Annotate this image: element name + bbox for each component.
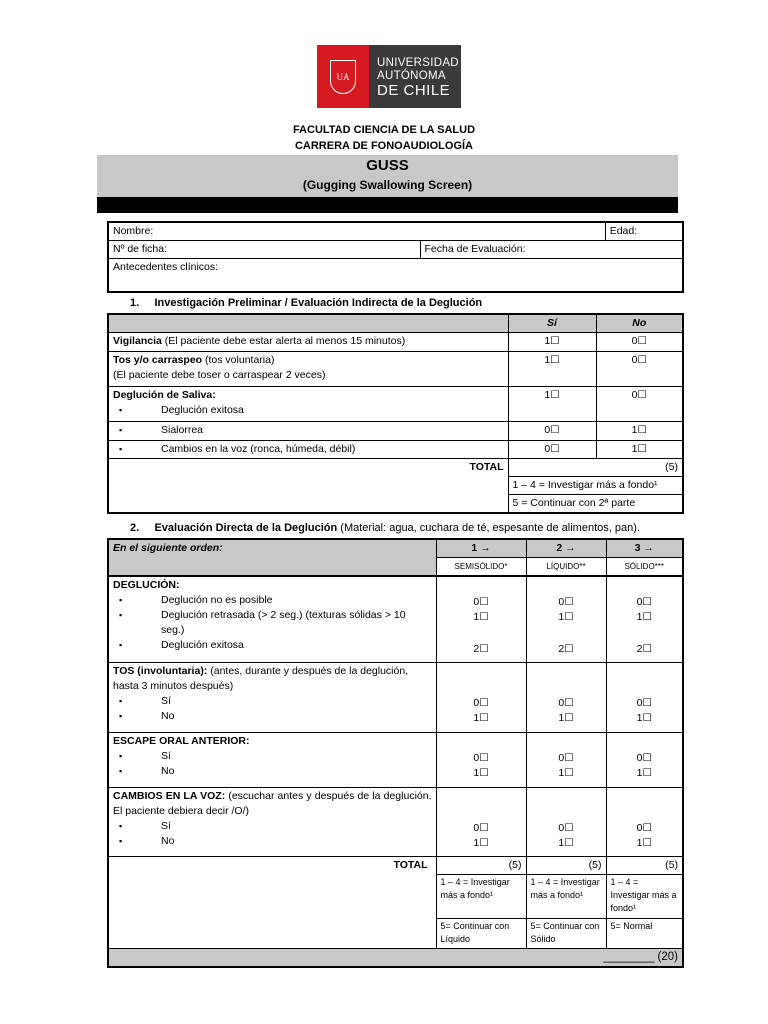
voice2-text: (escuchar antes y después de la deglución. El paciente debiera decir /O/) [113, 789, 432, 817]
grand-total[interactable]: ________ (20) [108, 948, 683, 967]
age-field[interactable]: Edad: [605, 222, 683, 241]
section2-table [107, 538, 684, 968]
cough2-semisolid-cell [436, 662, 526, 732]
col-solid-sub: SÓLIDO*** [606, 558, 683, 577]
section1-title-b: Evaluación Indirecta de la Deglución [290, 297, 483, 309]
faculty-name: FACULTAD CIENCIA DE LA SALUD [292, 124, 476, 136]
section2-title-text: (Material: agua, cuchara de té, espesante de alimentos, pan). [337, 522, 640, 534]
logo-line3: DE CHILE [377, 82, 451, 99]
s2-note-solid-b: 5= Normal [606, 918, 683, 948]
s2-note-semisolid-a: 1 – 4 = Investigar más a fondo¹ [436, 874, 526, 918]
oral-escape-liquid-cell [526, 732, 606, 787]
drooling-item [113, 423, 504, 438]
clinical-history-field[interactable]: Antecedentes clínicos: [108, 259, 683, 292]
eval-date-field[interactable]: Fecha de Evaluación: [420, 241, 683, 259]
s1-row-saliva [108, 387, 508, 422]
swallow-semisolid-0[interactable]: 0☐ [473, 596, 489, 608]
s1-header-blank [108, 314, 508, 333]
logo-line1: UNIVERSIDAD [377, 57, 459, 69]
oral-escape-semisolid-yes[interactable]: 0☐ [473, 751, 489, 764]
cough2-text: (antes, durante y después de la deglución, hasta 3 minutos después) [113, 664, 409, 692]
s1-note1: 1 – 4 = Investigar más a fondo¹ [508, 477, 683, 495]
cough-label: Tos y/o carraspeo [113, 354, 203, 366]
doc-subtitle: (Gugging Swallowing Screen) [302, 178, 473, 192]
black-divider [97, 197, 678, 213]
swallow-item-2 [113, 608, 432, 638]
cough-text2: (El paciente debe toser o carraspear 2 veces) [113, 369, 326, 381]
s2-note-solid-a: 1 – 4 = Investigar más a fondo¹ [606, 874, 683, 918]
logo-line2: AUTÓNOMA [377, 70, 446, 82]
s1-total-label: TOTAL [108, 459, 508, 514]
section1-title-a: Investigación Preliminar [154, 297, 282, 309]
cough2-solid-no[interactable]: 1☐ [636, 711, 652, 724]
s1-row-voice [108, 441, 508, 459]
voice-no-checkbox[interactable]: 1☐ [596, 441, 683, 459]
vigilance-yes-checkbox[interactable]: 1☐ [508, 333, 596, 352]
s2-total-label: TOTAL [108, 856, 436, 948]
voice-yes-checkbox[interactable]: 0☐ [508, 441, 596, 459]
s2-total-liquid[interactable]: (5) [526, 856, 606, 874]
voice2-semisolid-yes[interactable]: 0☐ [473, 821, 489, 834]
doc-title: GUSS [366, 157, 409, 174]
swallow-label: DEGLUCIÓN: [113, 579, 180, 591]
s1-col-yes: Sí [508, 314, 596, 333]
file-number-field[interactable]: Nº de ficha: [108, 241, 420, 259]
logo-red-block [317, 45, 369, 108]
oral-escape-label: ESCAPE ORAL ANTERIOR: [113, 734, 250, 747]
vigilance-text: (El paciente debe estar alerta al menos 15 minutos) [161, 335, 406, 347]
saliva-success-yes-checkbox[interactable]: 1☐ [508, 387, 596, 422]
oral-escape-solid-no[interactable]: 1☐ [636, 766, 652, 779]
s2-note-liquid-b: 5= Continuar con Sólido [526, 918, 606, 948]
order-label: En el siguiente orden: [108, 539, 436, 558]
cough2-semisolid-no[interactable]: 1☐ [473, 711, 489, 724]
cough2-solid-cell [606, 662, 683, 732]
oral-escape-yes-item [113, 749, 432, 764]
s1-total-value[interactable]: (5) [508, 459, 683, 477]
cough2-no-text: No [161, 709, 175, 722]
section1-title [130, 297, 482, 309]
s2-note-liquid-a: 1 – 4 = Investigar más a fondo¹ [526, 874, 606, 918]
cough2-liquid-yes[interactable]: 0☐ [558, 696, 574, 709]
order-label-cont [108, 558, 436, 577]
oral-escape-solid-yes[interactable]: 0☐ [636, 751, 652, 764]
cough2-liquid-cell [526, 662, 606, 732]
cough2-row [108, 662, 436, 732]
voice2-liquid-cell [526, 787, 606, 856]
col-semisolid-sub: SEMISÓLIDO* [436, 558, 526, 577]
swallow-liquid-1[interactable]: 1☐ [558, 611, 574, 623]
section1-number: 1. [130, 297, 140, 309]
voice2-no-text: No [161, 834, 175, 847]
col-liquid: 2 → [526, 539, 606, 558]
oral-escape-no-text: No [161, 764, 175, 777]
voice2-no-item [113, 834, 432, 849]
swallow-semisolid-1[interactable]: 1☐ [473, 611, 489, 623]
swallow-row [108, 576, 436, 662]
s1-row-cough [108, 352, 508, 387]
swallow-semisolid-cell [436, 576, 526, 662]
swallow-solid-0[interactable]: 0☐ [636, 596, 652, 608]
voice-text: Cambios en la voz (ronca, húmeda, débil) [161, 443, 356, 455]
name-field[interactable]: Nombre: [108, 222, 605, 241]
section2-title [130, 522, 640, 534]
voice2-liquid-yes[interactable]: 0☐ [558, 821, 574, 834]
cough2-yes-item [113, 694, 432, 709]
saliva-item-1 [113, 403, 504, 418]
swallow-item-3 [113, 638, 432, 653]
saliva-label: Deglución de Saliva: [113, 389, 216, 401]
swallow-solid-1[interactable]: 1☐ [636, 611, 652, 623]
saliva-item-1-text: Deglución exitosa [161, 404, 244, 416]
oral-escape-no-item [113, 764, 432, 779]
s2-note-semisolid-b: 5= Continuar con Líquido [436, 918, 526, 948]
swallow-liquid-2[interactable]: 2☐ [558, 643, 574, 655]
col-semisolid: 1 → [436, 539, 526, 558]
voice2-semisolid-no[interactable]: 1☐ [473, 836, 489, 849]
cough2-label: TOS (involuntaria): [113, 664, 208, 677]
s1-row-vigilance [108, 333, 508, 352]
cough-text: (tos voluntaria) [202, 354, 275, 366]
voice2-semisolid-cell [436, 787, 526, 856]
cough-no-checkbox[interactable]: 0☐ [596, 352, 683, 387]
section2-number: 2. [130, 522, 140, 534]
s1-col-no: No [596, 314, 683, 333]
s1-note2: 5 = Continuar con 2ª parte [508, 495, 683, 514]
cough2-semisolid-yes[interactable]: 0☐ [473, 696, 489, 709]
oral-escape-semisolid-no[interactable]: 1☐ [473, 766, 489, 779]
swallow-item-1-text: Deglución no es posible [161, 594, 273, 606]
swallow-liquid-cell [526, 576, 606, 662]
oral-escape-liquid-no[interactable]: 1☐ [558, 766, 574, 779]
voice2-row [108, 787, 436, 856]
s2-total-semisolid[interactable]: (5) [436, 856, 526, 874]
swallow-solid-2[interactable]: 2☐ [636, 643, 652, 655]
oral-escape-yes-text: Sí [161, 749, 171, 762]
oral-escape-row [108, 732, 436, 787]
swallow-semisolid-2[interactable]: 2☐ [473, 643, 489, 655]
section2-title-bold: Evaluación Directa de la Deglución [154, 522, 338, 534]
voice2-yes-item [113, 819, 432, 834]
drooling-yes-checkbox[interactable]: 0☐ [508, 422, 596, 441]
section1-slash: / [281, 297, 291, 309]
s1-row-drooling [108, 422, 508, 441]
university-logo [317, 45, 461, 108]
voice2-liquid-no[interactable]: 1☐ [558, 836, 574, 849]
career-name: CARRERA DE FONOAUDIOLOGÍA [294, 140, 474, 152]
voice2-solid-yes[interactable]: 0☐ [636, 821, 652, 834]
saliva-success-no-checkbox[interactable]: 0☐ [596, 387, 683, 422]
col-liquid-sub: LÍQUIDO** [526, 558, 606, 577]
swallow-item-1 [113, 593, 432, 608]
cough-yes-checkbox[interactable]: 1☐ [508, 352, 596, 387]
swallow-item-3-text: Deglución exitosa [161, 639, 244, 651]
cough2-solid-yes[interactable]: 0☐ [636, 696, 652, 709]
swallow-liquid-0[interactable]: 0☐ [558, 596, 574, 608]
col-solid: 3 → [606, 539, 683, 558]
s2-total-solid[interactable]: (5) [606, 856, 683, 874]
voice2-yes-text: Sí [161, 819, 171, 832]
vigilance-label: Vigilancia [113, 335, 162, 347]
voice2-solid-cell [606, 787, 683, 856]
oral-escape-liquid-yes[interactable]: 0☐ [558, 751, 574, 764]
title-band [97, 155, 678, 197]
voice-item [113, 442, 504, 457]
swallow-item-2-text: Deglución retrasada (> 2 seg.) (texturas sólidas > 10 seg.) [161, 609, 406, 636]
logo-text [369, 45, 459, 108]
cough2-liquid-no[interactable]: 1☐ [558, 711, 574, 724]
oral-escape-solid-cell [606, 732, 683, 787]
drooling-no-checkbox[interactable]: 1☐ [596, 422, 683, 441]
patient-info-table [107, 221, 684, 293]
cough2-yes-text: Sí [161, 694, 171, 707]
section1-table [107, 313, 684, 514]
drooling-text: Sialorrea [161, 424, 204, 436]
swallow-solid-cell [606, 576, 683, 662]
vigilance-no-checkbox[interactable]: 0☐ [596, 333, 683, 352]
logo-shield-icon: UA [330, 60, 356, 94]
voice2-solid-no[interactable]: 1☐ [636, 836, 652, 849]
cough2-no-item [113, 709, 432, 724]
voice2-label: CAMBIOS EN LA VOZ: [113, 789, 226, 802]
oral-escape-semisolid-cell [436, 732, 526, 787]
